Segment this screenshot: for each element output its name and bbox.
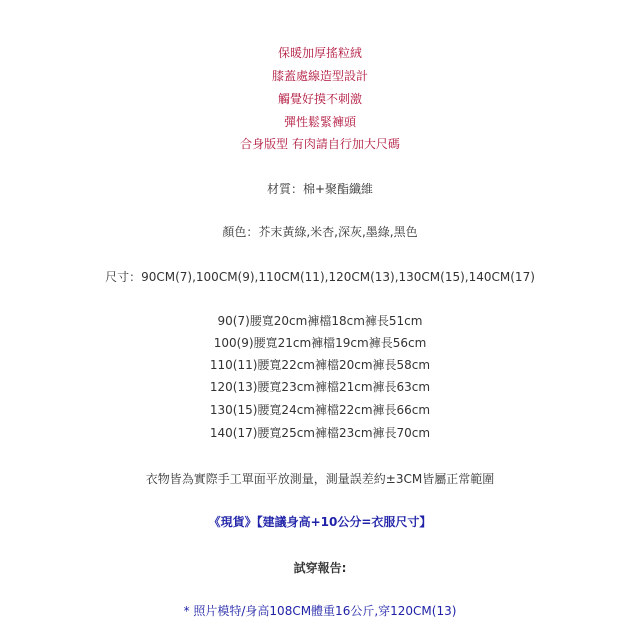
measurement-note: 衣物皆為實際手工單面平放測量，測量誤差約±3CM皆屬正常範圍 [145, 472, 495, 486]
feature-line: 觸覺好摸不刺激 [277, 92, 362, 106]
colors-line: 顏色：芥末黃綠,米杏,深灰,墨綠,黑色 [222, 225, 418, 239]
trial-heading: 試穿報告: [293, 561, 347, 575]
measurement-line: 120(13)腰寬23cm褲檔21cm褲長63cm [209, 380, 431, 394]
measurement-line: 140(17)腰寬25cm褲檔23cm褲長70cm [209, 426, 431, 440]
sizes-line: 尺寸：90CM(7),100CM(9),110CM(11),120CM(13),130CM(15),140CM(17) [105, 270, 535, 284]
feature-line: 保暖加厚搖粒絨 [277, 46, 362, 60]
feature-line: 合身版型 有肉請自行加大尺碼 [240, 137, 400, 151]
feature-line: 膝蓋處線造型設計 [271, 69, 368, 83]
stock-tag: 《現貨》【建議身高+10公分=衣服尺寸】 [208, 515, 432, 529]
measurement-line: 110(11)腰寬22cm褲檔20cm褲長58cm [209, 358, 431, 372]
feature-line: 彈性鬆緊褲頭 [283, 115, 356, 129]
measurement-line: 90(7)腰寬20cm褲檔18cm褲長51cm [217, 314, 423, 328]
trial-report: * 照片模特/身高108CM體重16公斤,穿120CM(13) [183, 604, 457, 618]
measurement-line: 130(15)腰寬24cm褲檔22cm褲長66cm [209, 403, 431, 417]
measurement-line: 100(9)腰寬21cm褲檔19cm褲長56cm [213, 336, 427, 350]
material-line: 材質：棉+聚酯纖維 [266, 182, 374, 196]
